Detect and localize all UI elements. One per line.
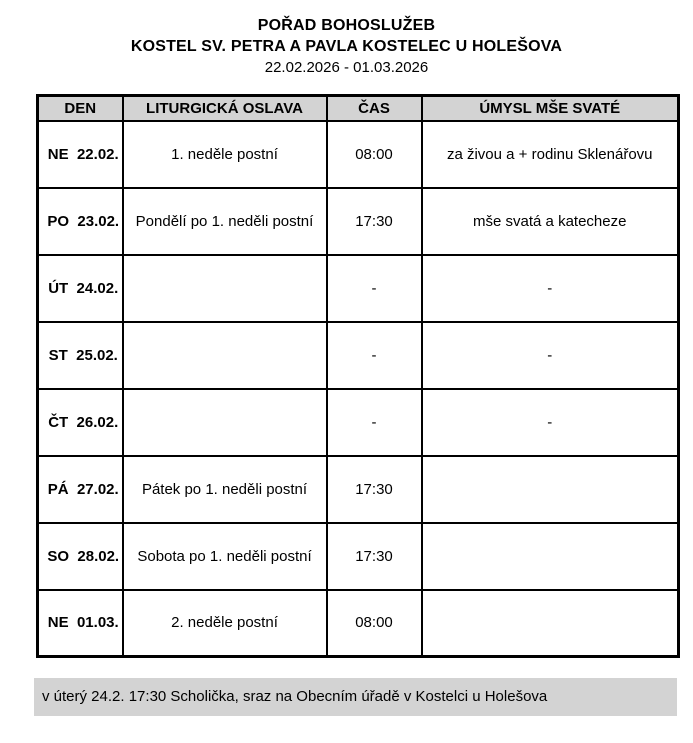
intention-cell: mše svatá a katecheze bbox=[422, 188, 679, 255]
table-row bbox=[38, 389, 679, 456]
table-row bbox=[38, 121, 679, 188]
table-row bbox=[38, 255, 679, 322]
column-header-time: ČAS bbox=[327, 96, 422, 121]
day-cell: ČT 26.02. bbox=[38, 389, 123, 456]
day-cell: SO 28.02. bbox=[38, 523, 123, 590]
document-title: POŘAD BOHOSLUŽEB bbox=[257, 17, 436, 34]
intention-cell: - bbox=[422, 255, 679, 322]
day-cell: PO 23.02. bbox=[38, 188, 123, 255]
table-row bbox=[38, 456, 679, 523]
day-cell: PÁ 27.02. bbox=[38, 456, 123, 523]
intention-cell bbox=[422, 456, 679, 523]
liturgy-cell bbox=[123, 255, 327, 322]
day-cell: ÚT 24.02. bbox=[38, 255, 123, 322]
liturgy-cell: Pondělí po 1. neděli postní bbox=[123, 188, 327, 255]
time-cell: - bbox=[327, 255, 422, 322]
table-row bbox=[38, 523, 679, 590]
intention-cell bbox=[422, 523, 679, 590]
intention-cell: - bbox=[422, 322, 679, 389]
column-header-den: DEN bbox=[38, 96, 123, 121]
intention-cell bbox=[422, 590, 679, 657]
time-cell: 17:30 bbox=[327, 188, 422, 255]
day-cell: ST 25.02. bbox=[38, 322, 123, 389]
footer-note: v úterý 24.2. 17:30 Scholička, sraz na Obecním úřadě v Kostelci u Holešova bbox=[34, 678, 677, 716]
liturgy-cell bbox=[123, 322, 327, 389]
time-cell: 08:00 bbox=[327, 121, 422, 188]
liturgy-cell: Pátek po 1. neděli postní bbox=[123, 456, 327, 523]
liturgy-cell: Sobota po 1. neděli postní bbox=[123, 523, 327, 590]
schedule-table bbox=[36, 94, 680, 658]
time-cell: - bbox=[327, 322, 422, 389]
time-cell: 17:30 bbox=[327, 523, 422, 590]
intention-cell: - bbox=[422, 389, 679, 456]
church-name: KOSTEL SV. PETRA A PAVLA KOSTELEC U HOLEŠOVA bbox=[130, 38, 563, 55]
liturgy-cell: 2. neděle postní bbox=[123, 590, 327, 657]
table-row bbox=[38, 188, 679, 255]
day-cell: NE 22.02. bbox=[38, 121, 123, 188]
column-header-liturgy: LITURGICKÁ OSLAVA bbox=[123, 96, 327, 121]
table-row bbox=[38, 590, 679, 657]
liturgy-cell: 1. neděle postní bbox=[123, 121, 327, 188]
date-range: 22.02.2026 - 01.03.2026 bbox=[264, 59, 429, 76]
liturgy-cell bbox=[123, 389, 327, 456]
time-cell: 17:30 bbox=[327, 456, 422, 523]
table-header-row bbox=[38, 96, 679, 121]
day-cell: NE 01.03. bbox=[38, 590, 123, 657]
table-row bbox=[38, 322, 679, 389]
document-header bbox=[0, 0, 693, 79]
time-cell: 08:00 bbox=[327, 590, 422, 657]
column-header-intention: ÚMYSL MŠE SVATÉ bbox=[422, 96, 679, 121]
time-cell: - bbox=[327, 389, 422, 456]
intention-cell: za živou a + rodinu Sklenářovu bbox=[422, 121, 679, 188]
